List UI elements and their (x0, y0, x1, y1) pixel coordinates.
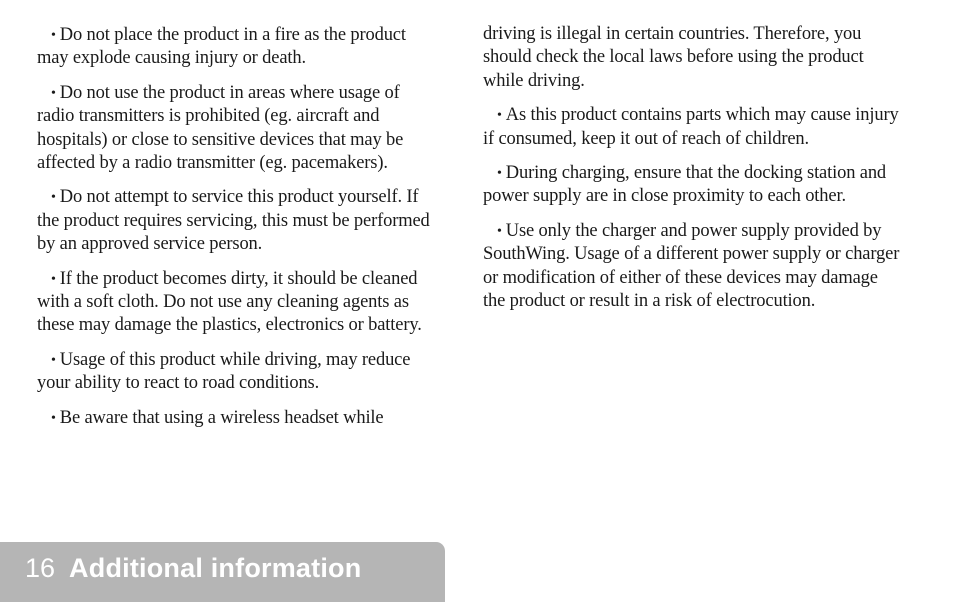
bullet-icon: • (497, 166, 502, 182)
safety-item (483, 220, 903, 314)
safety-item (37, 82, 437, 176)
safety-item-text: Be aware that using a wireless headset while (59, 407, 384, 428)
safety-item (483, 104, 903, 151)
section-title: Additional information (69, 552, 362, 583)
safety-item-text: Do not use the product in areas where usage of radio transmitters is prohibited (eg. aircraft and hospitals) or close to sensitive devices that may be affected by a radio transmitter (eg. pacemakers). (37, 82, 404, 174)
footer-bar (0, 542, 445, 602)
safety-item (483, 162, 903, 209)
safety-item (37, 268, 437, 338)
right-column (483, 23, 903, 324)
bullet-icon: • (51, 28, 56, 43)
page-number: 16 (25, 552, 56, 583)
safety-item (37, 186, 437, 256)
safety-item-text: As this product contains parts which may cause injury if consumed, keep it out of reach of children. (483, 105, 899, 149)
left-column (37, 24, 437, 441)
safety-item-text: If the product becomes dirty, it should be cleaned with a soft cloth. Do not use any cleaning agents as these may damage the plastics, electronics or battery. (37, 268, 422, 336)
continuation-text: driving is illegal in certain countries. Therefore, you should check the local laws before using the product while driving. (483, 24, 864, 91)
bullet-icon: • (51, 352, 56, 368)
safety-item (37, 407, 437, 430)
bullet-icon: • (497, 108, 502, 124)
safety-item-text: Do not attempt to service this product yourself. If the product requires servicing, this must be performed by an approved service person. (37, 187, 430, 255)
safety-item-text: Usage of this product while driving, may reduce your ability to react to road conditions. (37, 349, 411, 394)
bullet-icon: • (51, 85, 56, 101)
safety-item (37, 24, 437, 71)
safety-item-text: Use only the charger and power supply provided by SouthWing. Usage of a different power supply or charger or modification of either of these devices may damage the product or result in a risk of electrocution. (483, 220, 900, 312)
safety-item (37, 349, 437, 396)
safety-item-text: During charging, ensure that the docking station and power supply are in close proximity to each other. (483, 163, 887, 207)
safety-item-text: Do not place the product in a fire as the product may explode causing injury or death. (37, 25, 406, 69)
bullet-icon: • (497, 223, 502, 239)
bullet-icon: • (51, 190, 56, 206)
bullet-icon: • (51, 410, 56, 426)
bullet-icon: • (51, 271, 56, 287)
